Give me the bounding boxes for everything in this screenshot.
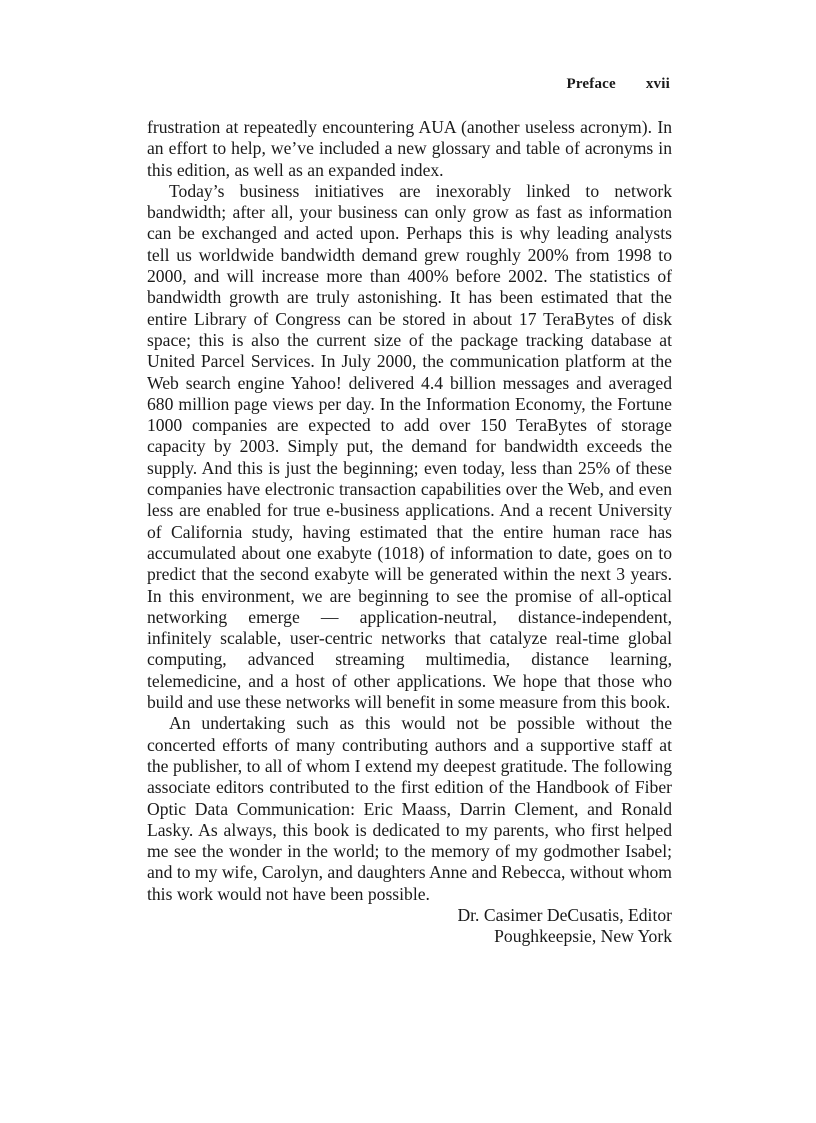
paragraph-bandwidth: Today’s business initiatives are inexorably linked to network bandwidth; after all, your business can only grow as fast as information can be exchanged and acted upon. Perhaps this is why leading analysts tell us worldwide bandwidth demand grew roughly 200% from 1998 to 2000, and will increase more than 400% before 2002. The statistics of bandwidth growth are truly astonishing. It has been estimated that the entire Library of Congress can be stored in about 17 TeraBytes of disk space; this is also the current size of the package tracking database at United Parcel Services. In July 2000, the communication platform at the Web search engine Yahoo! delivered 4.4 billion messages and averaged 680 million page views per day. In the Information Economy, the Fortune 1000 companies are expected to add over 150 TeraBytes of storage capacity by 2003. Simply put, the demand for bandwidth exceeds the supply. And this is just the beginning; even today, less than 25% of these companies have electronic transaction capabilities over the Web, and even less are enabled for true e-business applications. And a recent University of California study, having estimated that the entire human race has accumulated about one exabyte (1018) of information to date, goes on to predict that the second exabyte will be generated within the next 3 years. In this environment, we are beginning to see the promise of all-optical networking emerge — application-neutral, distance-independent, infinitely scalable, user-centric networks that catalyze real-time global computing, advanced streaming multimedia, distance learning, telemedicine, and a host of other applications. We hope that those who build and use these networks will benefit in some measure from this book. — [147, 180, 672, 713]
page-number: xvii — [645, 76, 670, 92]
signature — [147, 905, 672, 948]
signature-name: Dr. Casimer DeCusatis, Editor — [457, 904, 672, 925]
body-text — [147, 117, 672, 948]
signature-location: Poughkeepsie, New York — [494, 926, 672, 947]
paragraph-continued: frustration at repeatedly encountering AUA (another useless acronym). In an effort to help, we’ve included a new glossary and table of acronyms in this edition, as well as an expanded index. — [147, 117, 672, 180]
running-head — [566, 76, 670, 93]
running-head-section: Preface — [566, 76, 616, 92]
paragraph-acknowledgements: An undertaking such as this would not be possible without the concerted efforts of many contributing authors and a supportive staff at the publisher, to all of whom I extend my deepest gratitude. The following associate editors contributed to the first edition of the Handbook of Fiber Optic Data Communication: Eric Maass, Darrin Clement, and Ronald Lasky. As always, this book is dedicated to my parents, who first helped me see the wonder in the world; to the memory of my godmother Isabel; and to my wife, Carolyn, and daughters Anne and Rebecca, without whom this work would not have been possible. — [147, 713, 672, 904]
